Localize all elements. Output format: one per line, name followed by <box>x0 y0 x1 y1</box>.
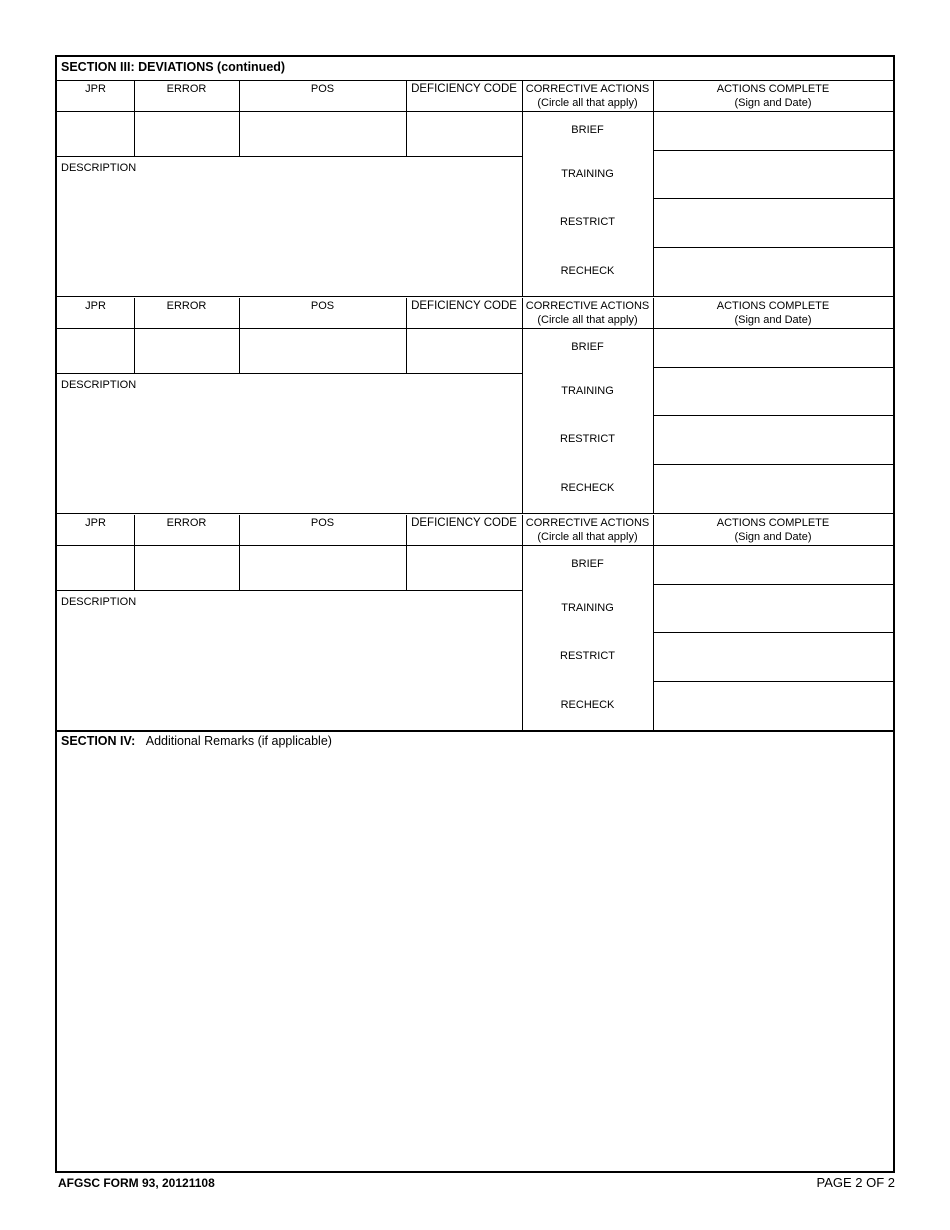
header-actions-complete-title: ACTIONS COMPLETE <box>716 300 830 312</box>
error-cell[interactable] <box>135 112 238 155</box>
corrective-action-option[interactable]: RECHECK <box>560 482 615 494</box>
form-page <box>55 55 895 1173</box>
corrective-action-option[interactable]: TRAINING <box>561 602 614 614</box>
sign-date-field[interactable] <box>654 416 892 463</box>
corrective-action-option[interactable]: BRIEF <box>571 341 604 353</box>
header-corrective-actions-title: CORRECTIVE ACTIONS <box>525 300 650 312</box>
description-label: DESCRIPTION <box>61 596 137 608</box>
header-actions-complete <box>653 299 893 327</box>
sign-date-field[interactable] <box>654 465 892 512</box>
header-actions-complete <box>653 82 893 110</box>
header-deficiency-code: DEFICIENCY CODE <box>411 83 517 95</box>
description-field[interactable] <box>58 591 521 729</box>
sign-date-field[interactable] <box>654 329 892 366</box>
description-label: DESCRIPTION <box>61 162 137 174</box>
deficiency-code-cell[interactable] <box>407 112 521 155</box>
jpr-cell[interactable] <box>58 112 133 155</box>
description-field[interactable] <box>58 374 521 512</box>
sign-date-field[interactable] <box>654 112 892 149</box>
corrective-action-option[interactable]: TRAINING <box>561 385 614 397</box>
sign-date-field[interactable] <box>654 546 892 583</box>
header-actions-complete-title: ACTIONS COMPLETE <box>716 83 830 95</box>
section-4-text: Additional Remarks (if applicable) <box>145 734 332 748</box>
sign-date-field[interactable] <box>654 248 892 295</box>
header-error: ERROR <box>166 300 207 312</box>
header-jpr: JPR <box>85 83 106 95</box>
corrective-action-option[interactable]: BRIEF <box>571 558 604 570</box>
header-corrective-actions-title: CORRECTIVE ACTIONS <box>525 517 650 529</box>
header-deficiency-code: DEFICIENCY CODE <box>411 300 517 312</box>
sign-date-field[interactable] <box>654 633 892 680</box>
remarks-area[interactable] <box>57 751 893 1171</box>
description-field[interactable] <box>58 157 521 295</box>
corrective-action-option[interactable]: RESTRICT <box>560 650 615 662</box>
header-corrective-actions <box>522 82 653 110</box>
sign-date-field[interactable] <box>654 682 892 729</box>
pos-cell[interactable] <box>240 112 405 155</box>
header-actions-complete-note: (Sign and Date) <box>734 97 812 109</box>
sign-date-field[interactable] <box>654 199 892 246</box>
deviation-block-3 <box>57 515 893 731</box>
jpr-cell[interactable] <box>58 546 133 589</box>
header-actions-complete-title: ACTIONS COMPLETE <box>716 517 830 529</box>
pos-cell[interactable] <box>240 329 405 372</box>
deficiency-code-cell[interactable] <box>407 329 521 372</box>
header-pos: POS <box>310 517 335 529</box>
pos-cell[interactable] <box>240 546 405 589</box>
page-number: PAGE 2 OF 2 <box>816 1175 895 1190</box>
divider <box>57 731 893 732</box>
divider <box>57 513 893 514</box>
divider <box>57 296 893 297</box>
header-corrective-actions-note: (Circle all that apply) <box>537 97 638 109</box>
header-jpr: JPR <box>85 517 106 529</box>
deficiency-code-cell[interactable] <box>407 546 521 589</box>
deviation-block-2 <box>57 298 893 514</box>
header-actions-complete <box>653 516 893 544</box>
header-pos: POS <box>310 83 335 95</box>
header-corrective-actions <box>522 299 653 327</box>
section-4-heading <box>61 734 332 748</box>
sign-date-field[interactable] <box>654 151 892 197</box>
header-corrective-actions <box>522 516 653 544</box>
description-label: DESCRIPTION <box>61 379 137 391</box>
header-deficiency-code: DEFICIENCY CODE <box>411 517 517 529</box>
deviation-block-1 <box>57 81 893 297</box>
error-cell[interactable] <box>135 546 238 589</box>
corrective-action-option[interactable]: RESTRICT <box>560 216 615 228</box>
header-jpr: JPR <box>85 300 106 312</box>
form-id: AFGSC FORM 93, 20121108 <box>58 1176 215 1190</box>
sign-date-field[interactable] <box>654 585 892 631</box>
section-3-title: SECTION III: DEVIATIONS (continued) <box>61 60 286 74</box>
header-actions-complete-note: (Sign and Date) <box>734 314 812 326</box>
corrective-action-option[interactable]: RECHECK <box>560 699 615 711</box>
header-error: ERROR <box>166 517 207 529</box>
sign-date-field[interactable] <box>654 368 892 414</box>
header-pos: POS <box>310 300 335 312</box>
header-error: ERROR <box>166 83 207 95</box>
header-corrective-actions-note: (Circle all that apply) <box>537 314 638 326</box>
corrective-action-option[interactable]: BRIEF <box>571 124 604 136</box>
header-actions-complete-note: (Sign and Date) <box>734 531 812 543</box>
jpr-cell[interactable] <box>58 329 133 372</box>
corrective-action-option[interactable]: RESTRICT <box>560 433 615 445</box>
section-4-label: SECTION IV: <box>61 734 136 748</box>
header-corrective-actions-note: (Circle all that apply) <box>537 531 638 543</box>
corrective-action-option[interactable]: RECHECK <box>560 265 615 277</box>
error-cell[interactable] <box>135 329 238 372</box>
header-corrective-actions-title: CORRECTIVE ACTIONS <box>525 83 650 95</box>
corrective-action-option[interactable]: TRAINING <box>561 168 614 180</box>
